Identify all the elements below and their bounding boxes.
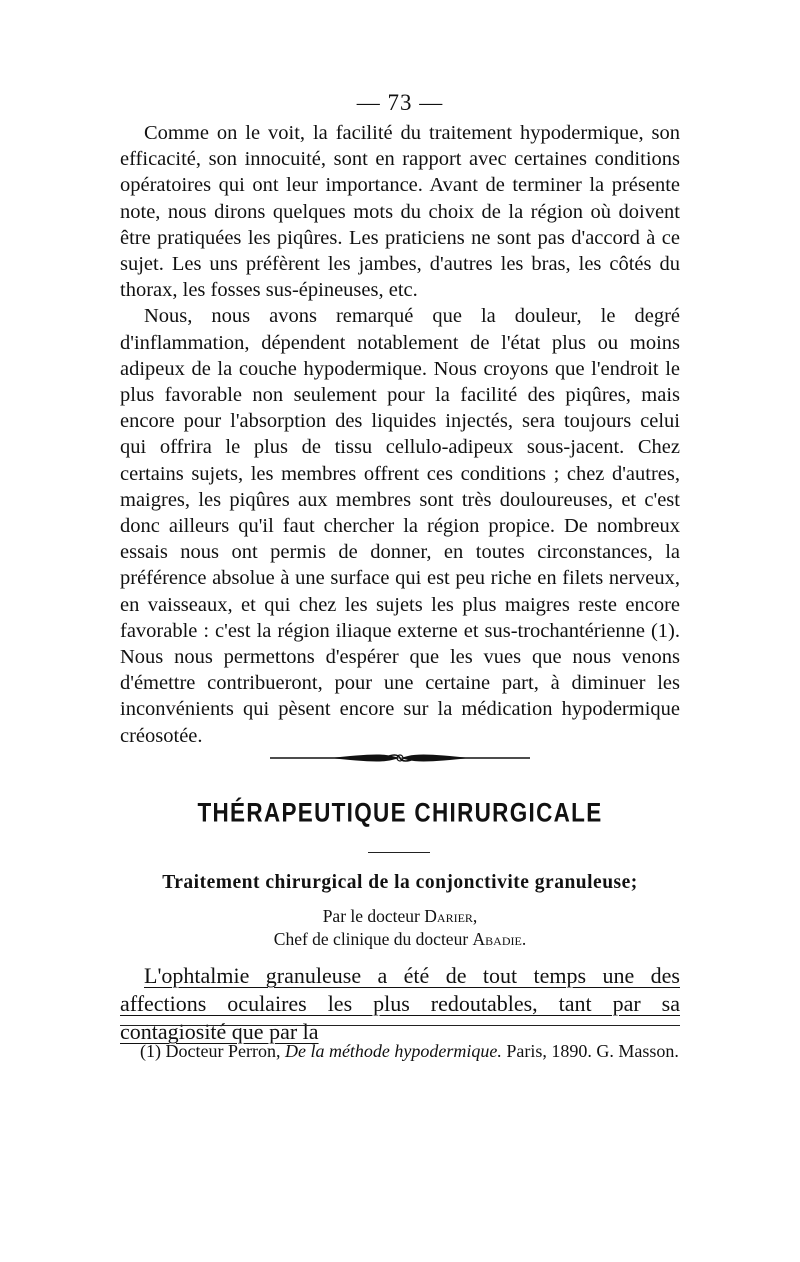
- paragraph: Comme on le voit, la facilité du traitement hypodermique, son efficacité, son innocuité, sont en rapport avec certaines conditions opératoires qui ont leur importance. Avant de terminer la présente note, nous dirons quelques mots du choix de la région où doivent être pratiquées les piqûres. Les praticiens ne sont pas d'accord à ce sujet. Les uns préfèrent les jambes, d'autres les bras, les côtés du thorax, les fosses sus-épineuses, etc.: [120, 122, 680, 302]
- article-title: Traitement chirurgical de la conjonctivite granuleuse;: [162, 872, 638, 893]
- footnote-rule: [120, 1025, 680, 1026]
- byline-prefix: Par le docteur: [322, 906, 425, 926]
- page-number: — 73 —: [356, 90, 444, 115]
- ornamental-divider: [270, 748, 530, 768]
- footnote-title: De la méthode hypodermique.: [284, 1041, 502, 1061]
- paragraph: Nous, nous avons remarqué que la douleur, le degré d'inflammation, dépendent notablement de l'état plus ou moins adipeux de la couche hypodermique. Nous croyons que l'endroit le plus favorable non seulement pour la facilité des piqûres, mais encore pour l'absorption des liquides injectés, sera toujours celui qui offrira le plus de tissu cellulo-adipeux sous-jacent. Chez certains sujets, les membres offrent ces conditions ; chez d'autres, maigres, les piqûres aux membres sont très douloureuses, et c'est donc ailleurs qu'il faut chercher la région propice. De nombreux essais nous ont permis de donner, en toutes circonstances, la préférence absolue à une surface qui est peu riche en filets nerveux, en vaisseaux, et qui chez les sujets les plus maigres reste encore favorable : c'est la région iliaque externe et sus-trochantérienne (1). Nous nous permettons d'espérer que les vues que nous venons d'émettre contribueront, pour une certaine part, à diminuer les inconvénients qui pèsent encore sur la médication hypodermique créosotée.: [120, 305, 680, 747]
- paragraph: L'ophtalmie granuleuse a été de tout temps une des affections oculaires les plus redoutables, tant par sa contagiosité que par la: [120, 963, 680, 1044]
- byline: [0, 906, 800, 927]
- affiliation-prefix: Chef de clinique du docteur: [273, 929, 473, 949]
- footnote-rest: Paris, 1890. G. Masson.: [501, 1041, 679, 1061]
- footnote-marker: (1) Docteur Perron,: [140, 1041, 285, 1061]
- divider: [368, 852, 430, 853]
- article-intro: [120, 962, 680, 1046]
- byline-affiliation: [0, 929, 800, 950]
- affiliation-name: Abadie.: [472, 929, 527, 949]
- footnote: [120, 1040, 680, 1063]
- body-text: [120, 120, 680, 749]
- author-name: Darier,: [424, 906, 478, 926]
- section-title: THÉRAPEUTIQUE CHIRURGICALE: [197, 797, 603, 828]
